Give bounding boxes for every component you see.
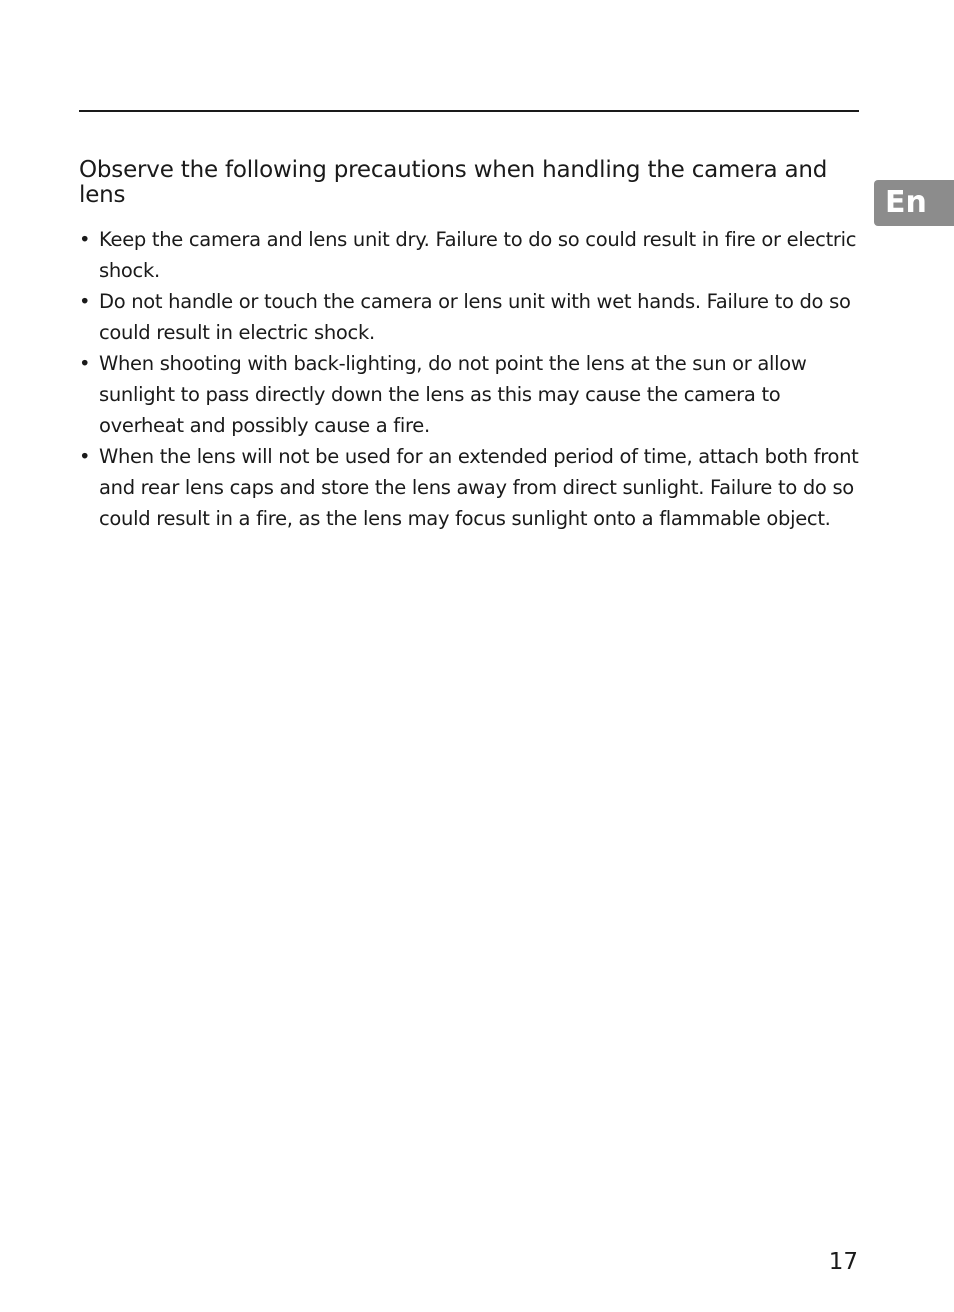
page-number: 17 xyxy=(828,1249,858,1275)
list-item-text: Do not handle or touch the camera or lens unit with wet hands. Failure to do so could result in electric shock. xyxy=(99,290,851,344)
bullet-icon: • xyxy=(79,445,91,468)
bullet-icon: • xyxy=(79,352,91,375)
list-item xyxy=(79,286,864,348)
header-rule xyxy=(79,110,859,112)
list-item xyxy=(79,441,864,534)
bullet-icon: • xyxy=(79,290,91,313)
list-item xyxy=(79,348,864,441)
list-item-text: When the lens will not be used for an extended period of time, attach both front and rear lens caps and store the lens away from direct sunlight. Failure to do so could result in a fire, as the lens may focus sunlight onto a flammable object. xyxy=(99,445,859,530)
bullet-icon: • xyxy=(79,228,91,251)
list-item-text: Keep the camera and lens unit dry. Failure to do so could result in fire or electric shock. xyxy=(99,228,857,282)
precautions-list xyxy=(79,224,864,534)
list-item-text: When shooting with back-lighting, do not point the lens at the sun or allow sunlight to pass directly down the lens as this may cause the camera to overheat and possibly cause a fire. xyxy=(99,352,807,437)
section-heading: Observe the following precautions when handling the camera and lens xyxy=(79,157,828,208)
list-item xyxy=(79,224,864,286)
language-tab: En xyxy=(874,180,954,226)
